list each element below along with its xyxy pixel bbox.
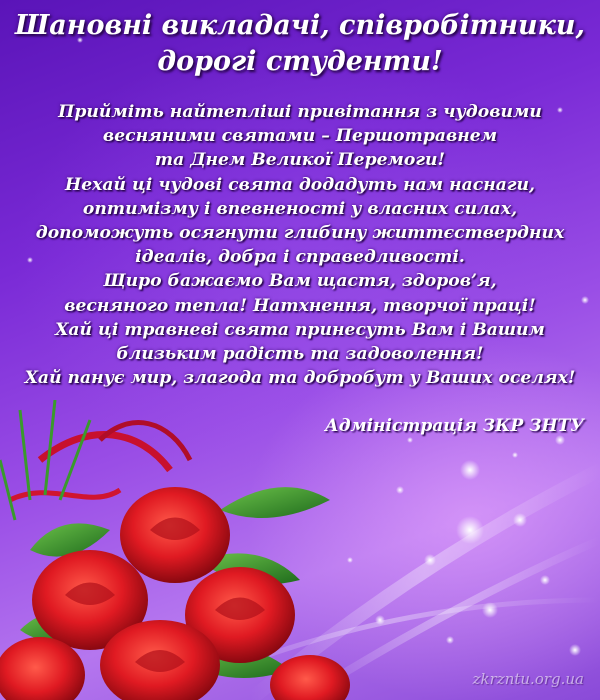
signature: Адміністрація ЗКР ЗНТУ [324,416,584,436]
message-line: Нехай ці чудові свята додадуть нам наснаги, [64,174,536,195]
message-line: Хай панує мир, злагода та добробут у Ваших оселях! [24,368,576,389]
message-line: допоможуть осягнути глибину життєствердних [35,222,565,243]
message-line: ідеалів, добра і справедливості. [135,247,465,268]
website-watermark: zkrzntu.org.ua [472,670,584,688]
roses-bouquet-illustration [0,400,360,700]
message-line: близьким радість та задоволення! [116,343,484,364]
title-line-1: Шановні викладачі, співробітники, [15,10,585,41]
message-line: весняного тепла! Натхнення, творчої праці! [64,295,536,316]
message-line: Щиро бажаємо Вам щастя, здоров’я, [103,271,497,292]
message-line: оптимізму і впевненості у власних силах, [82,198,518,219]
greeting-title [0,8,600,80]
message-line: весняними святами – Першотравнем [102,126,498,147]
message-line: та Днем Великої Перемоги! [154,150,446,171]
title-line-2: дорогі студенти! [157,46,443,77]
message-line: Хай ці травневі свята принесуть Вам і Вашим [55,319,545,340]
message-line: Прийміть найтепліші привітання з чудовими [58,102,542,122]
greeting-message [0,100,600,390]
